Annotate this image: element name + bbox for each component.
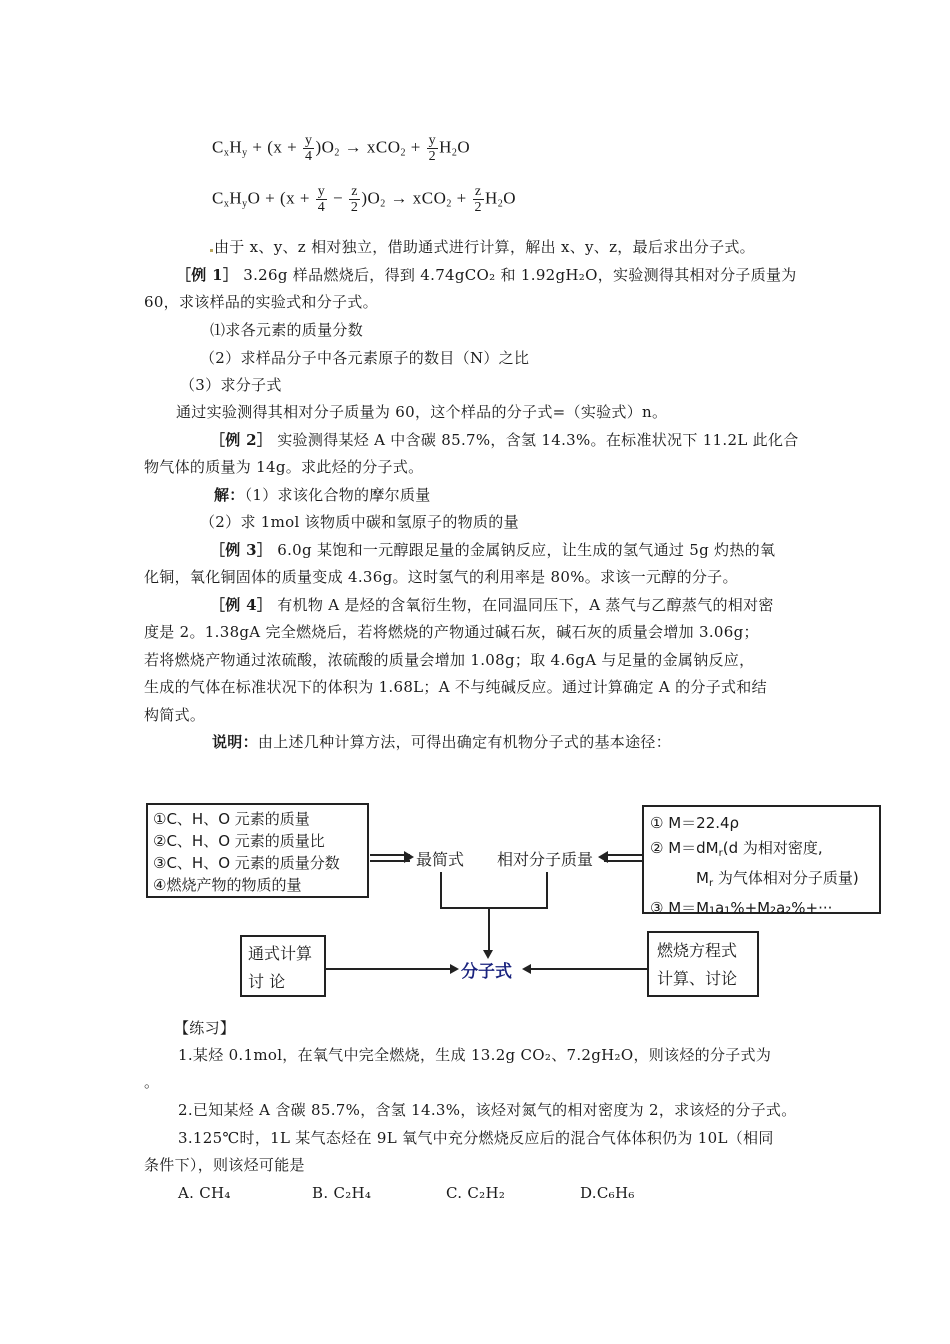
exercise-1-line-2: 。 (144, 1073, 160, 1091)
relative-molecular-mass-label: 相对分子质量 (497, 850, 594, 869)
simplest-formula-label: 最简式 (416, 850, 465, 869)
example-1-tag: ［例 1］ (176, 266, 239, 284)
exercise-1-line-1: 1.某烃 0.1mol，在氧气中完全燃烧，生成 13.2g CO₂、7.2gH₂O，则该烃的分子式为 (178, 1046, 772, 1064)
example-4-line-2: 度是 2。1.38gA 完全燃烧后，若将燃烧的产物通过碱石灰，碱石灰的质量会增加 3.06g； (144, 623, 759, 641)
exercise-2: 2.已知某烃 A 含碳 85.7%，含氢 14.3%，该烃对氮气的相对密度为 2，求该烃的分子式。 (178, 1101, 797, 1119)
element-mass-item: ①C、H、O 元素的质量 (153, 810, 310, 828)
general-method-text: 由于 x、y、z 相对独立，借助通式进行计算，解出 x、y、z，最后求出分子式。 (210, 237, 755, 258)
marker-dot (210, 249, 213, 252)
arrow-left-to-center-head (450, 964, 459, 974)
combustion-equation-calc: 计算、讨论 (657, 969, 738, 988)
element-mass-ratio-item: ②C、H、O 元素的质量比 (153, 832, 325, 850)
arrow-left-to-center-line (326, 968, 452, 970)
formula-average-mass: ③ M＝M₁a₁%+M₂a₂%+··· (650, 899, 833, 917)
formula-relative-density: ② $M=dM_r(d$ 为相对密度, (650, 839, 823, 859)
option-a: A. CH₄ (178, 1184, 231, 1202)
general-formula-calc: 通式计算 (248, 944, 313, 963)
connector-right-vertical (546, 872, 548, 908)
combustion-product-item: ④燃烧产物的物质的量 (153, 876, 302, 894)
example-3-tag: ［例 3］ (210, 541, 273, 559)
option-d: D.C₆H₆ (580, 1184, 635, 1202)
formula-standard-density: ① M＝22.4ρ (650, 814, 740, 832)
example-2-solution-2: （2）求 1mol 该物质中碳和氢原子的物质的量 (200, 513, 519, 531)
example-4-tag: ［例 4］ (210, 596, 273, 614)
combustion-equation-title: 燃烧方程式 (657, 941, 738, 960)
example-3-line-2: 化铜，氧化铜固体的质量变成 4.36g。这时氢气的利用率是 80%。求该一元醇的分子。 (144, 568, 738, 586)
example-1-line-2: 60，求该样品的实验式和分子式。 (144, 293, 378, 311)
double-arrow-left-top (604, 854, 642, 856)
solution-tag: 解： (214, 486, 245, 504)
example-1-line-1: ［例 1］ 3.26g 样品燃烧后，得到 4.74gCO₂ 和 1.92gH₂O，实验测得其相对分子质量为 (176, 266, 797, 284)
element-mass-fraction-item: ③C、H、O 元素的质量分数 (153, 854, 340, 872)
connector-left-vertical (440, 872, 442, 908)
double-arrow-left-bottom (604, 860, 642, 862)
example-2-tag: ［例 2］ (210, 431, 273, 449)
arrow-right-to-center-line (530, 968, 647, 970)
example-4-line-3: 若将燃烧产物通过浓硫酸，浓硫酸的质量会增加 1.08g；取 4.6gA 与足量的金属钠反应， (144, 651, 755, 669)
example-1-conclusion: 通过实验测得其相对分子质量为 60，这个样品的分子式=（实验式）n。 (176, 403, 668, 421)
formula-relative-density-note: $M_r$ 为气体相对分子质量) (696, 869, 859, 889)
connector-horizontal (440, 907, 548, 909)
example-2-line-2: 物气体的质量为 14g。求此烃的分子式。 (144, 458, 424, 476)
option-b: B. C₂H₄ (312, 1184, 372, 1202)
equation-2: $C_xH_yO + (x$ + $\frac{y}{4}$ − $\frac{z}{2}$ )$O_2 \to xCO_2$ + $\frac{z}{2}$ $H_2O$ (212, 184, 517, 215)
example-3-line-1: ［例 3］ 6.0g 某饱和一元醇跟足量的金属钠反应，让生成的氢气通过 5g 灼热的氧 (210, 541, 776, 559)
example-1-step-1: ⑴求各元素的质量分数 (210, 321, 364, 339)
example-2-line-1: ［例 2］ 实验测得某烃 A 中含碳 85.7%，含氢 14.3%。在标准状况下 11.2L 此化合 (210, 431, 799, 449)
example-2-solution-1: 解：（1）求该化合物的摩尔质量 (214, 486, 431, 504)
combustion-equation-box (647, 931, 759, 997)
example-1-step-2: （2）求样品分子中各元素原子的数目（N）之比 (200, 349, 530, 367)
exercise-3-line-1: 3.125℃时，1L 某气态烃在 9L 氧气中充分燃烧反应后的混合气体体积仍为 10L（相同 (178, 1129, 774, 1147)
example-4-line-1: ［例 4］ 有机物 A 是烃的含氧衍生物，在同温同压下，A 蒸气与乙醇蒸气的相对密 (210, 596, 774, 614)
molar-mass-formulas-box (642, 805, 881, 917)
example-1-step-3: （3）求分子式 (180, 376, 282, 394)
equation-1: $C_xH_y + (x$ + $\frac{y}{4}$ )$O_2 \to xCO_2$ + $\frac{y}{2}$ $H_2O$ (212, 133, 471, 164)
double-arrow-right-head (404, 851, 414, 863)
connector-down-line (488, 907, 490, 952)
exercise-header: 【练习】 (174, 1019, 236, 1037)
molecular-formula-label: 分子式 (461, 962, 512, 982)
exercise-3-line-2: 条件下），则该烃可能是 (144, 1156, 305, 1174)
note-line: 说明：由上述几种计算方法，可得出确定有机物分子式的基本途径： (212, 733, 672, 751)
general-formula-discuss: 讨 论 (248, 972, 286, 991)
note-tag: 说明： (212, 733, 258, 751)
example-4-line-5: 构简式。 (144, 706, 206, 724)
general-formula-box (240, 935, 326, 997)
element-mass-box (146, 803, 369, 898)
option-c: C. C₂H₂ (446, 1184, 506, 1202)
example-4-line-4: 生成的气体在标准状况下的体积为 1.68L；A 不与纯碱反应。通过计算确定 A 的分子式和结 (144, 678, 767, 696)
